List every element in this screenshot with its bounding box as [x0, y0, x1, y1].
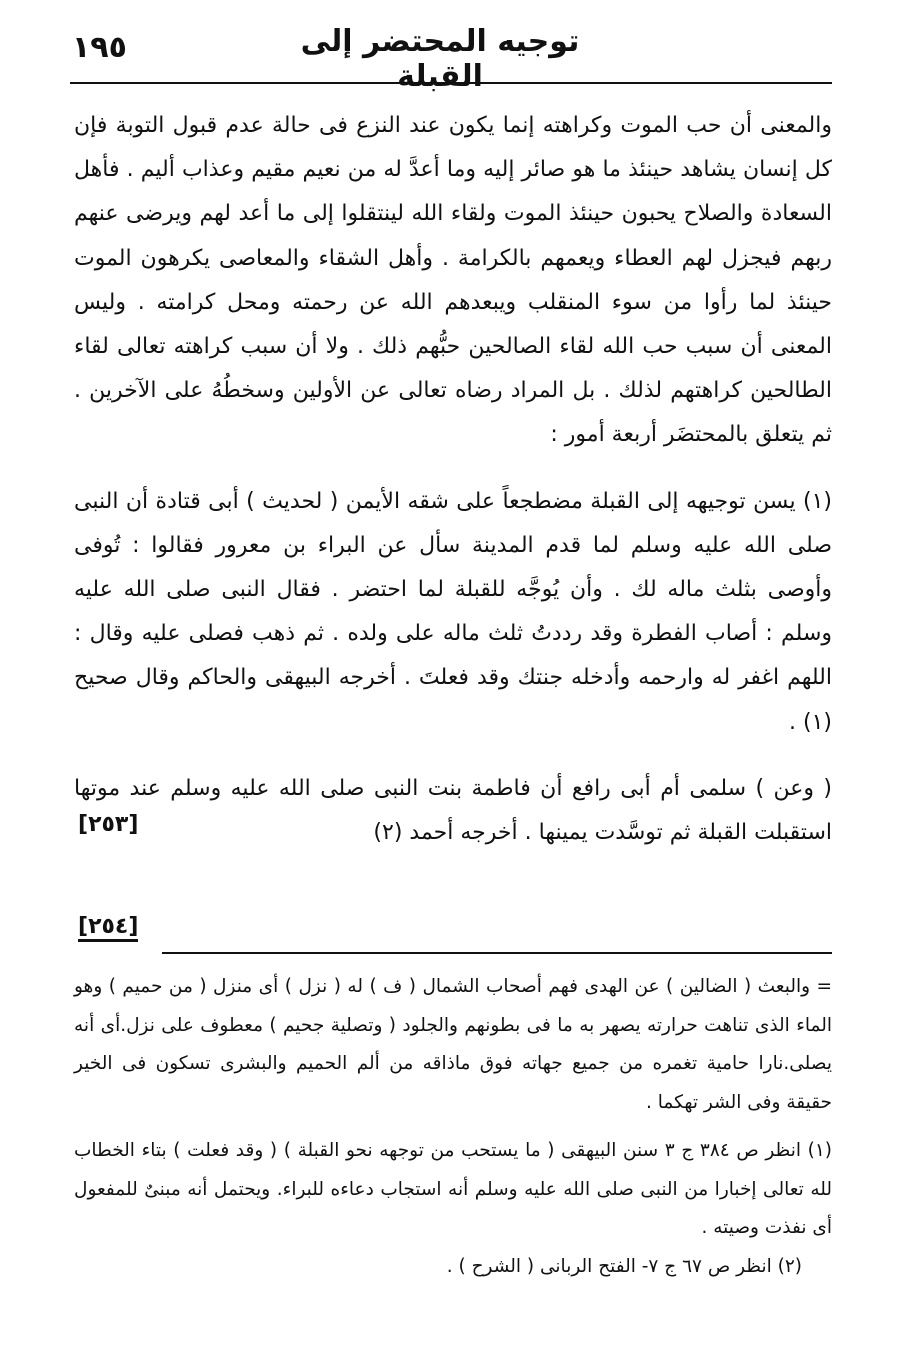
- footnote-separator: [162, 952, 832, 954]
- paragraph-gap: [74, 458, 832, 480]
- footnote-1: (١) انظر ص ٣٨٤ ج ٣ سنن البيهقى ( ما يستحب من توجهه نحو القبلة ) ( وقد فعلت ) بتاء الخطاب لله تعالى إخبارا من النبى صلى الله عليه وسلم أنه استجاب دعاءه للبراء. ويحتمل أنه مبنىٌ للمفعول أى نفذت وصيته .: [74, 1140, 833, 1238]
- footnote-2: (٢) انظر ص ٦٧ ج ٧- الفتح الربانى ( الشرح ) .: [446, 1255, 802, 1277]
- paragraph-facing-qibla: (١) يسن توجيهه إلى القبلة مضطجعاً على شقه الأيمن ( لحديث ) أبى قتادة أن النبى صلى الله عليه وسلم لما قدم المدينة سأل عن البراء بن معرور فقالوا : تُوفى وأوصى بثلث ماله لك . وأن يُوجَّه للقبلة لما احتضر . فقال النبى صلى الله عليه وسلم : أصاب الفطرة وقد رددتُ ثلث ماله على ولده . ثم ذهب فصلى عليه وقال : اللهم اغفر له وارحمه وأدخله جنتك وقد فعلتَ . أخرجه البيهقى والحاكم وقال صحيح (١) .: [74, 488, 832, 735]
- paragraph-gap: [74, 745, 832, 767]
- header-rule: [70, 82, 832, 84]
- paragraph-meaning: والمعنى أن حب الموت وكراهته إنما يكون عند النزع فى حالة عدم قبول التوبة فإن كل إنسان يشاهد حينئذ ما هو صائر إليه وما أعدَّ له من نعيم مقيم وعذاب أليم . فأهل السعادة والصلاح يحبون حينئذ الموت ولقاء الله لينتقلوا إلى ما أعد لهم ويرضى عنهم ربهم فيجزل لهم العطاء ويعمهم بالكرامة . وأهل الشقاء والمعاصى يكرهون الموت حينئذ لما رأوا من سوء المنقلب ويبعدهم الله عن رحمته ومحل كرامته . وليس المعنى أن سبب حب الله لقاء الصالحين حبُّهم ذلك . ولا أن سبب كراهته تعالى لقاء الطالحين كراهتهم لذلك . بل المراد رضاه تعالى عن الأولين وسخطُهُ على الآخرين . ثم يتعلق بالمحتضَر أربعة أمور :: [74, 113, 832, 448]
- footnote-continuation: = والبعث ( الضالين ) عن الهدى فهم أصحاب الشمال ( ف ) له ( نزل ) أى منزل ( من حميم ) وهو الماء الذى تناهت حرارته يصهر به ما فى بطونهم والجلود ( وتصلية جحيم ) معطوف على نزل.أى أنه يصلى.نارا حامية تغمره من جميع جهاته فوق ماذاقه من ألم الحميم والبشرى تسكون فى الخير حقيقة وفى الشر تهكما .: [74, 976, 832, 1113]
- hadith-number-253: [٢٥٣]: [78, 812, 139, 837]
- main-text: [74, 104, 832, 855]
- page-number: ١٩٥: [72, 30, 127, 65]
- hadith-number-254: [٢٥٤]: [78, 914, 138, 942]
- running-header-title: توجيه المحتضر إلى القبلة: [300, 24, 580, 94]
- hadith-number-254-wrap: [78, 914, 138, 939]
- paragraph-salma-hadith: ( وعن ) سلمى أم أبى رافع أن فاطمة بنت النبى صلى الله عليه وسلم عند موتها استقبلت القبلة ثم توسَّدت يمينها . أخرجه أحمد (٢): [74, 775, 832, 846]
- footnote-gap: [74, 1122, 832, 1132]
- footnotes: [74, 968, 832, 1286]
